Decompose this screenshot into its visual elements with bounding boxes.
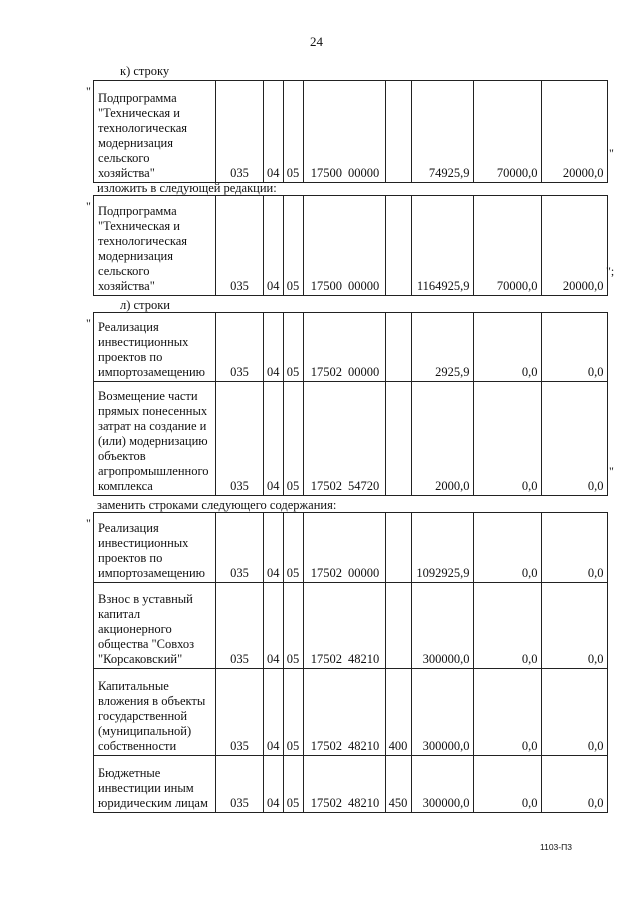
row-y1: 1092925,9 — [411, 513, 473, 583]
row-rz: 04 — [264, 513, 284, 583]
row-vr — [385, 583, 411, 669]
section-k-table — [93, 80, 608, 183]
row-rz: 04 — [264, 669, 284, 756]
row-csr2: 00000 — [345, 313, 385, 382]
row-name: Бюджетные инвестиции иным юридическим лицам — [94, 756, 216, 813]
section-k-new-close-quote: "; — [606, 264, 615, 278]
row-y2: 0,0 — [473, 756, 541, 813]
row-pr: 05 — [283, 313, 303, 382]
table-row — [94, 513, 608, 583]
row-pr: 05 — [283, 196, 303, 296]
row-vr — [385, 313, 411, 382]
section-l-intro: л) строки — [120, 298, 170, 312]
row-name: Возмещение части прямых понесенных затрат на создание и (или) модернизацию объектов агропромышленного комплекса — [94, 382, 216, 496]
row-y3: 0,0 — [541, 583, 607, 669]
row-vr: 400 — [385, 669, 411, 756]
row-csr2: 54720 — [345, 382, 385, 496]
row-pr: 05 — [283, 513, 303, 583]
row-ved: 035 — [216, 313, 264, 382]
row-rz: 04 — [264, 81, 284, 183]
row-rz: 04 — [264, 756, 284, 813]
row-name: Взнос в уставный капитал акционерного общества "Совхоз "Корсаковский" — [94, 583, 216, 669]
table-row — [94, 382, 608, 496]
row-csr2: 00000 — [345, 196, 385, 296]
row-ved: 035 — [216, 669, 264, 756]
row-csr1: 17502 — [303, 313, 345, 382]
table-row — [94, 669, 608, 756]
row-y1: 300000,0 — [411, 669, 473, 756]
row-y2: 0,0 — [473, 583, 541, 669]
row-y3: 0,0 — [541, 669, 607, 756]
row-y2: 70000,0 — [473, 196, 541, 296]
row-rz: 04 — [264, 583, 284, 669]
row-y1: 2925,9 — [411, 313, 473, 382]
row-name: Реализация инвестиционных проектов по импортозамещению — [94, 513, 216, 583]
section-l-new-open-quote: " — [86, 516, 91, 530]
row-csr1: 17502 — [303, 382, 345, 496]
row-ved: 035 — [216, 583, 264, 669]
row-y2: 0,0 — [473, 382, 541, 496]
row-pr: 05 — [283, 669, 303, 756]
row-csr2: 48210 — [345, 583, 385, 669]
document-code: 1103-П3 — [540, 842, 572, 852]
row-ved: 035 — [216, 81, 264, 183]
section-l-close-quote: " — [609, 464, 614, 478]
row-y1: 300000,0 — [411, 756, 473, 813]
row-y2: 70000,0 — [473, 81, 541, 183]
row-vr — [385, 382, 411, 496]
row-csr1: 17502 — [303, 669, 345, 756]
row-vr — [385, 81, 411, 183]
row-y3: 20000,0 — [541, 196, 607, 296]
row-ved: 035 — [216, 513, 264, 583]
row-pr: 05 — [283, 583, 303, 669]
row-y3: 0,0 — [541, 513, 607, 583]
row-csr1: 17502 — [303, 756, 345, 813]
section-l-open-quote: " — [86, 316, 91, 330]
row-name: Реализация инвестиционных проектов по импортозамещению — [94, 313, 216, 382]
row-y2: 0,0 — [473, 513, 541, 583]
table-row — [94, 196, 608, 296]
row-y3: 0,0 — [541, 382, 607, 496]
section-k-open-quote: " — [86, 84, 91, 98]
row-name: Капитальные вложения в объекты государственной (муниципальной) собственности — [94, 669, 216, 756]
row-csr2: 00000 — [345, 513, 385, 583]
page-number: 24 — [310, 34, 323, 49]
row-vr: 450 — [385, 756, 411, 813]
row-csr1: 17502 — [303, 583, 345, 669]
section-k-intro: к) строку — [120, 64, 170, 78]
row-y1: 1164925,9 — [411, 196, 473, 296]
section-k-new-table — [93, 195, 608, 296]
table-row — [94, 81, 608, 183]
row-y3: 0,0 — [541, 756, 607, 813]
row-rz: 04 — [264, 313, 284, 382]
row-name: Подпрограмма "Техническая и технологическая модернизация сельского хозяйства" — [94, 196, 216, 296]
row-csr1: 17500 — [303, 81, 345, 183]
row-pr: 05 — [283, 756, 303, 813]
row-vr — [385, 196, 411, 296]
row-csr2: 00000 — [345, 81, 385, 183]
row-y3: 0,0 — [541, 313, 607, 382]
table-row — [94, 756, 608, 813]
row-y1: 300000,0 — [411, 583, 473, 669]
row-vr — [385, 513, 411, 583]
row-rz: 04 — [264, 196, 284, 296]
row-ved: 035 — [216, 756, 264, 813]
row-y3: 20000,0 — [541, 81, 607, 183]
section-l-table — [93, 312, 608, 496]
row-name: Подпрограмма "Техническая и технологическая модернизация сельского хозяйства" — [94, 81, 216, 183]
row-pr: 05 — [283, 81, 303, 183]
table-row — [94, 583, 608, 669]
row-y2: 0,0 — [473, 313, 541, 382]
section-l-new-table — [93, 512, 608, 813]
row-csr2: 48210 — [345, 669, 385, 756]
row-csr1: 17500 — [303, 196, 345, 296]
row-pr: 05 — [283, 382, 303, 496]
row-rz: 04 — [264, 382, 284, 496]
section-k-new-intro: изложить в следующей редакции: — [97, 181, 277, 195]
row-y1: 2000,0 — [411, 382, 473, 496]
section-k-close-quote: " — [609, 146, 614, 160]
row-csr1: 17502 — [303, 513, 345, 583]
section-k-new-open-quote: " — [86, 199, 91, 213]
table-row — [94, 313, 608, 382]
section-l-new-intro: заменить строками следующего содержания: — [97, 498, 337, 512]
row-ved: 035 — [216, 382, 264, 496]
row-ved: 035 — [216, 196, 264, 296]
row-y1: 74925,9 — [411, 81, 473, 183]
row-y2: 0,0 — [473, 669, 541, 756]
row-csr2: 48210 — [345, 756, 385, 813]
